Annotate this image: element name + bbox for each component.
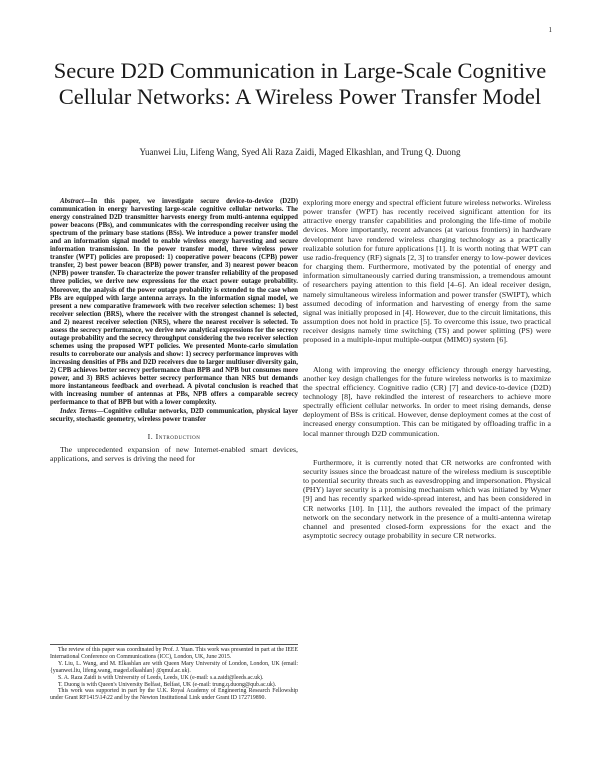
footnote: The review of this paper was coordinated by Prof. J. Yuan. This work was presented in part at the IEEE International Conference on Communications (ICC), London, UK, June 2015. bbox=[50, 647, 298, 660]
index-terms-label: Index Terms bbox=[60, 408, 97, 416]
right-column bbox=[303, 198, 551, 540]
author-list: Yuanwei Liu, Lifeng Wang, Syed Ali Raza Zaidi, Maged Elkashlan, and Trung Q. Duong bbox=[139, 147, 461, 157]
intro-paragraph: The unprecedented expansion of new Internet-enabled smart devices, applications, and serves is driving the need for bbox=[50, 445, 298, 464]
abstract bbox=[50, 198, 298, 424]
left-column bbox=[50, 198, 298, 464]
paper-title: Secure D2D Communication in Large-Scale Cognitive Cellular Networks: A Wireless Power Transfer Model bbox=[53, 58, 547, 109]
footnote: S. A. Raza Zaidi is with University of Leeds, Leeds, UK (e-mail: s.a.zaidi@leeds.ac.uk). bbox=[58, 674, 264, 681]
footnote: T. Duong is with Queen's University Belfast, Belfast, UK (e-mail: trung.q.duong@qub.ac.uk). bbox=[58, 681, 277, 688]
abstract-label: Abstract bbox=[60, 198, 84, 205]
page-number: 1 bbox=[548, 26, 552, 34]
footnotes bbox=[50, 644, 298, 702]
footnote: Y. Liu, L. Wang, and M. Elkashlan are with Queen Mary University of London, London, UK (email:{yuanwei.liu, lifeng.wang, maged.elkashlan} @qmul.ac.uk). bbox=[50, 660, 298, 674]
footnote: This work was supported in part by the U.K. Royal Academy of Engineering Research Fellowship under Grant RF1415\14\22 and by the Newton Institutional Link under Grant ID 172719890. bbox=[50, 688, 298, 702]
body-paragraph: Furthermore, it is currently noted that CR networks are confronted with security issues since the broadcast nature of the wireless medium is susceptible to potential security threats such as eavesdropping and impersonation. Physical (PHY) layer security is a promising mechanism which was initiated by Wyner [9] and has recently sparked wide-spread interest, and has been considered in CR networks [10]. In [11], the authors revealed the impact of the primary network on the secondary network in the presence of a multi-antenna wiretap channel and presented closed-form expressions for the exact and the asymptotic secrecy outage probability in secure CR networks. bbox=[303, 457, 551, 540]
index-terms-text: —Cognitive cellular networks, D2D communication, physical layer security, stochastic geometry, wireless power transfer bbox=[50, 408, 298, 424]
body-paragraph: exploring more energy and spectral efficient future wireless networks. Wireless power transfer (WPT) has recently received significant attention for its attractive energy transfer capabilities and prolonging the life-time of mobile devices. More importantly, recent advances (at various frontiers) in hardware development have rendered wireless charging technology as a practically realizable solution for future applications [1]. It is worth noting that WPT can use radio-frequency (RF) signals [2, 3] to transfer energy to low-power devices for charging them. Furthermore, motivated by the potential of energy and information simultaneously carried during transmission, a tremendous amount of researchers paying attention to this field [4–6]. An ideal receiver design, namely simultaneous wireless information and power transfer (SWIPT), which assumed decoding of information and harvesting of energy from the same signal was initially proposed in [4]. However, due to the circuit limitations, this assumption does not hold in practice [5]. To overcome this issue, two practical receiver designs namely time switching (TS) and power splitting (PS) were proposed in a multiple-input multiple-output (MIMO) system [6]. bbox=[303, 198, 551, 345]
section-heading: I. Introduction bbox=[147, 432, 201, 442]
abstract-text: —In this paper, we investigate secure device-to-device (D2D) communication in energy harvesting large-scale cognitive cellular networks. The energy constrained D2D transmitter harvests energy from multi-antenna equipped power beacons (PBs), and communicates with the corresponding receiver using the spectrum of the primary base stations (BSs). We introduce a power transfer model and an information signal model to enable wireless energy harvesting and secure information transmission. In the power transfer model, three wireless power transfer (WPT) policies are proposed: 1) cooperative power beacons (CPB) power transfer, 2) best power beacon (BPB) power transfer, and 3) nearest power beacon (NPB) power transfer. To characterize the power transfer reliability of the proposed three policies, we derive new expressions for the exact power outage probability. Moreover, the analysis of the power outage probability is extended to the case when PBs are equipped with large antenna arrays. In the information signal model, we present a new comparative framework with two receiver selection schemes: 1) best receiver selection (BRS), where the receiver with the strongest channel is selected, and 2) nearest receiver selection (NRS), where the nearest receiver is selected. To assess the secrecy performance, we derive new analytical expressions for the secrecy outage probability and the secrecy throughput considering the two receiver selection schemes using the proposed WPT policies. We presented Monte-carlo simulation results to corroborate our analysis and show: 1) secrecy performance improves with increasing densities of PBs and D2D receivers due to larger multiuser diversity gain, 2) CPB achieves better secrecy performance than BPB and NPB but consumes more power, and 3) BRS achieves better secrecy performance than NRS but demands more instantaneous feedback and overhead. A pivotal conclusion is reached that with increasing number of antennas at PBs, NPB offers a comparable secrecy performance to that of BPB but with a lower complexity. bbox=[50, 198, 298, 407]
body-paragraph: Along with improving the energy efficiency through energy harvesting, another key design challenges for the future wireless networks is to maximize the spectral efficiency. Cognitive radio (CR) [7] and device-to-device (D2D) technology [8], have rekindled the interest of researchers to achieve more spectrally efficient cellular networks. In order to meet rising demands, dense deployment of BSs is critical. However, dense deployment comes at the cost of increased energy consumption. This can be mitigated by offloading traffic in a local manner through D2D communication. bbox=[303, 364, 551, 438]
